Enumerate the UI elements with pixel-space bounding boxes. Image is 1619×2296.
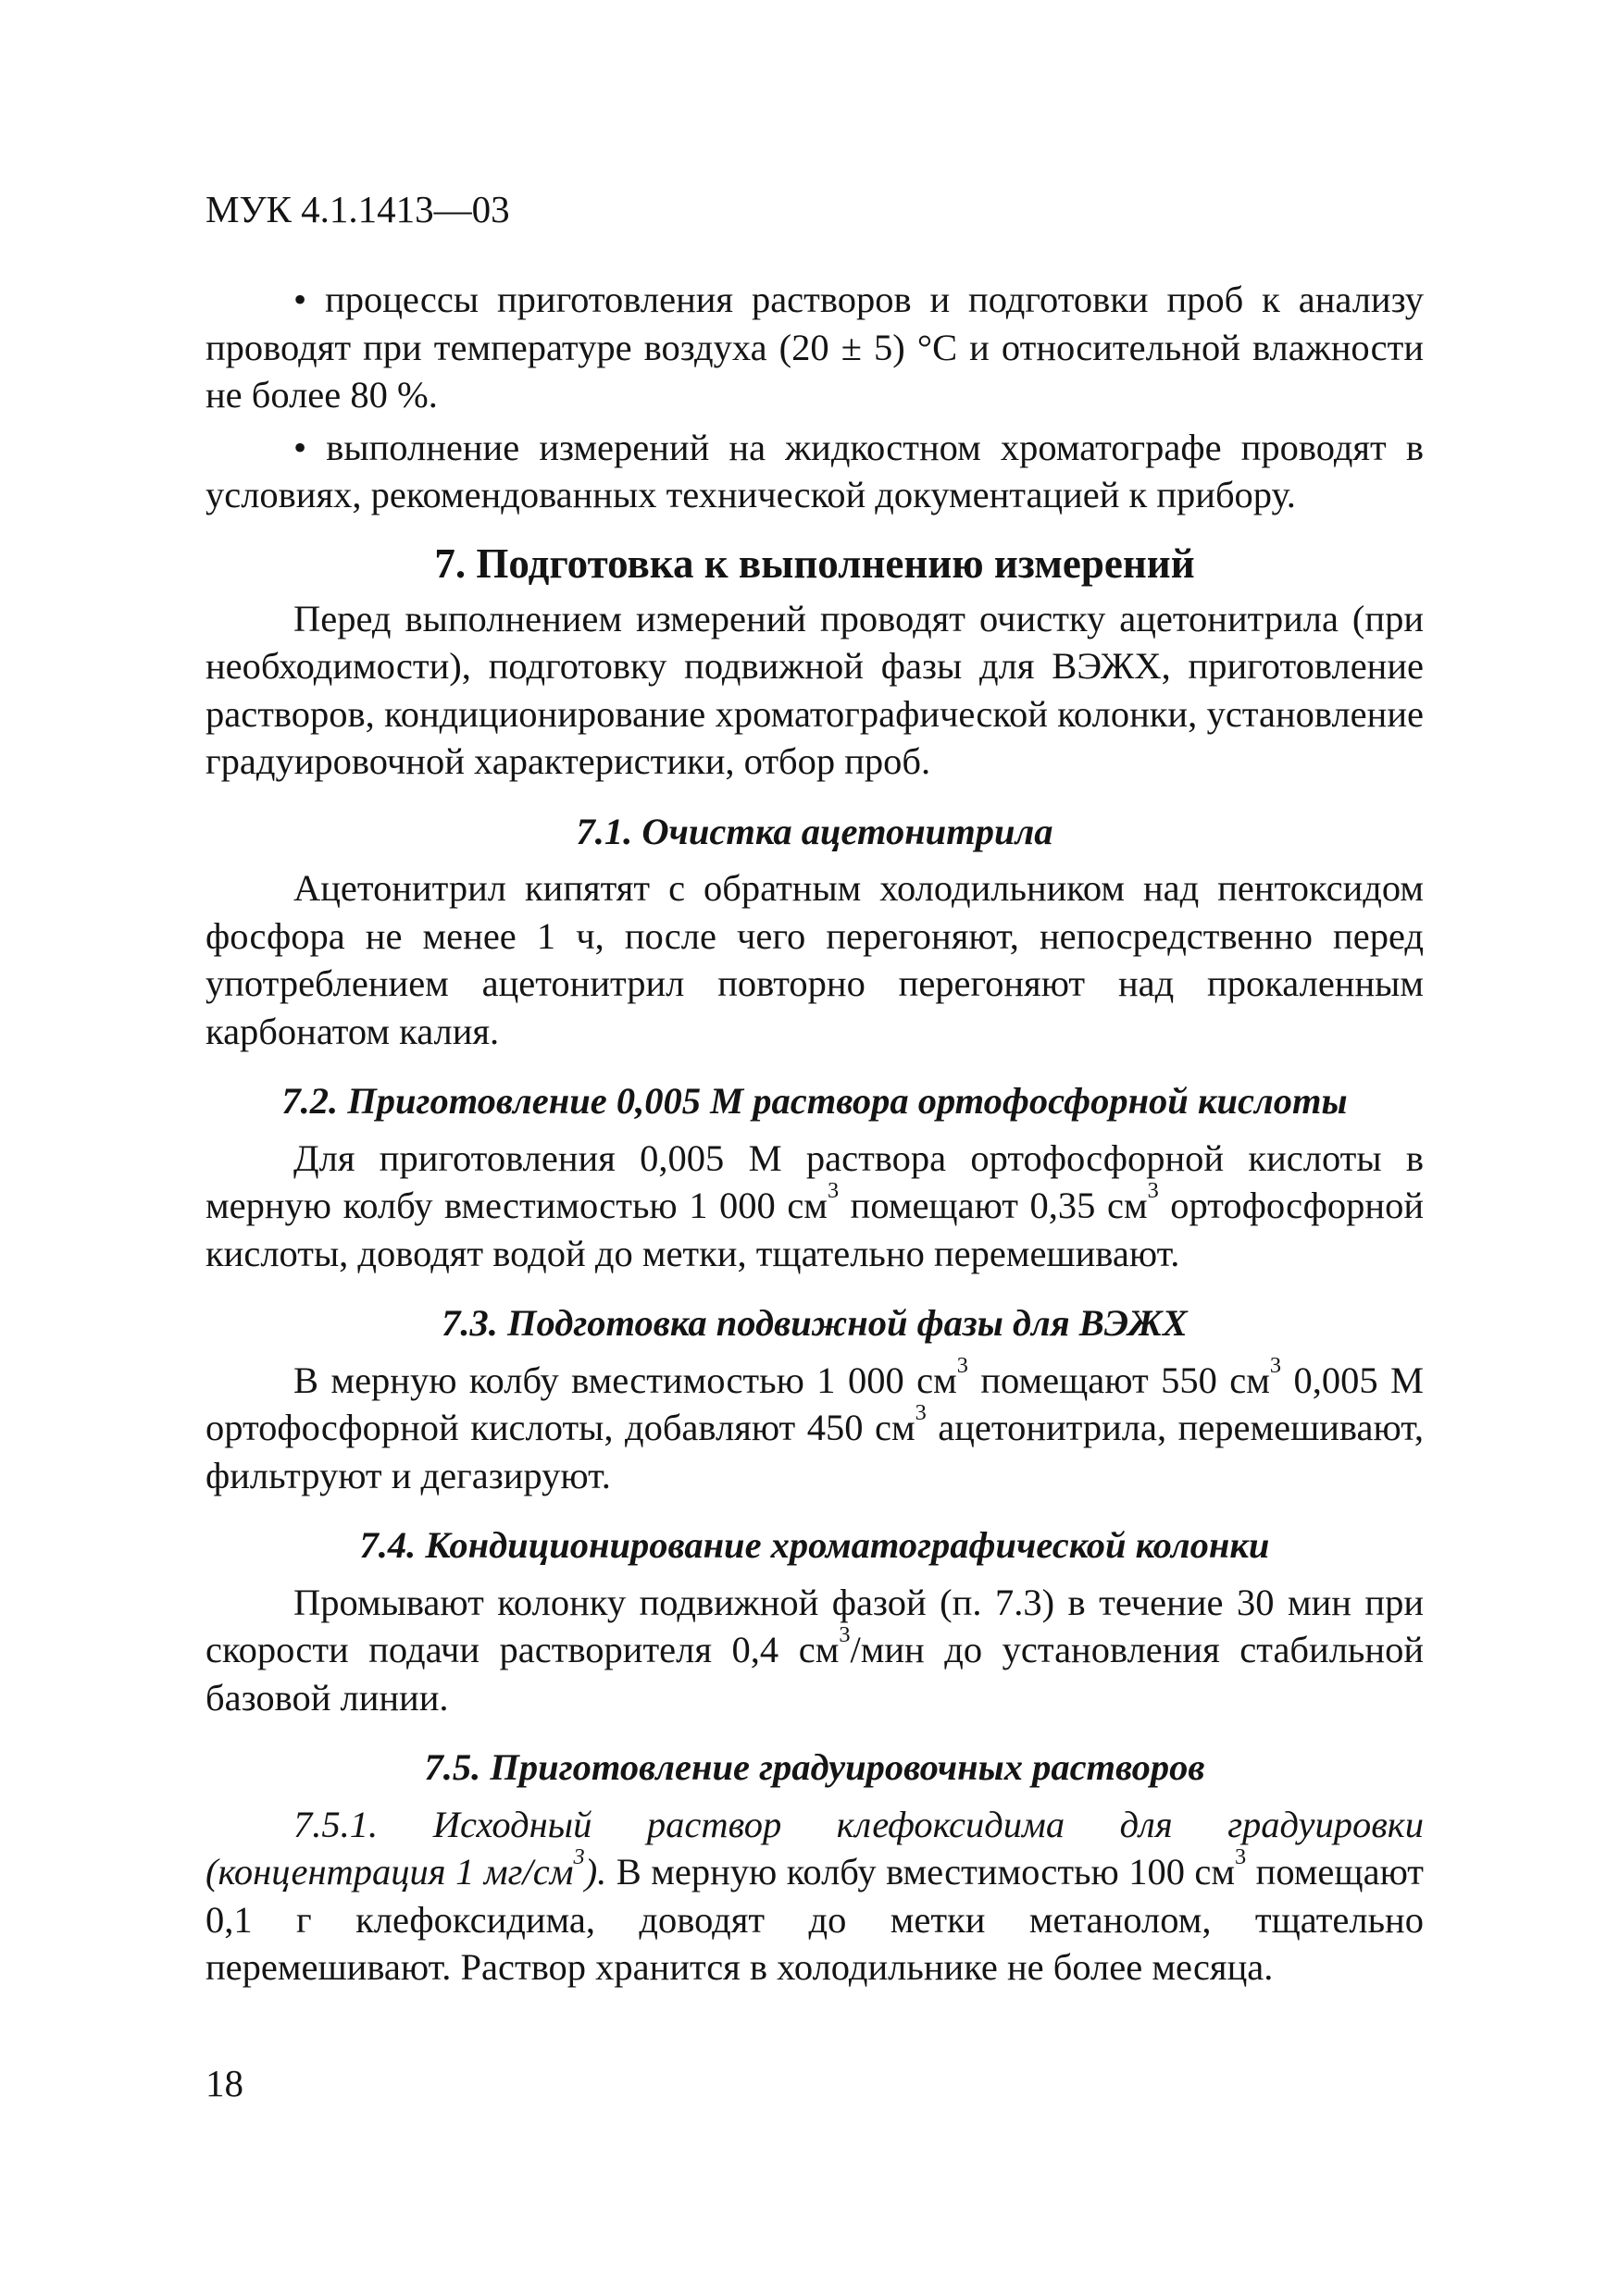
bullet-icon: • [293, 279, 307, 320]
bullet-text-1: процессы приготовления растворов и подготовки проб к анализу проводят при температуре воздуха (20 ± 5) °С и относительной влажности не более 80 %. [205, 279, 1424, 416]
subsection-7-2-heading: 7.2. Приготовление 0,005 М раствора ортофосфорной кислоты [281, 1080, 1348, 1122]
bullet-paragraph-2 [205, 424, 1424, 519]
subsection-7-2-text: Для приготовления 0,005 М раствора ортофосфорной кислоты в мерную колбу вместимостью 1 000 $см^3$ помещают 0,35 $см^3$ ортофосфорной кислоты, доводят водой до метки, тщательно перемешивают. [205, 1136, 1424, 1274]
subsection-7-4-heading: 7.4. Кондиционирование хроматографической колонки [359, 1524, 1270, 1566]
subsection-7-5-1-text: 7.5.1. Исходный раствор клефоксидима для градуировки (концентрация 1 $мг/см^3$). В мерную колбу вместимостью 100 $см^3$ помещают 0,1 г клефоксидима, доводят до метки метанолом, тщательно перемешивают. Раствор хранится в холодильнике не более месяца. [205, 1803, 1424, 1988]
paragraph-lead-italic: 7.5.1. Исходный раствор клефоксидима для градуировки (концентрация 1 $мг/см^3$). [205, 1803, 1424, 1893]
page-body [205, 276, 1424, 1992]
running-head: МУК 4.1.1413—03 [205, 188, 510, 230]
subsection-7-5-heading: 7.5. Приготовление градуировочных растворов [424, 1746, 1205, 1788]
page-number: 18 [205, 2062, 243, 2104]
bullet-paragraph-1 [205, 276, 1424, 419]
subsection-7-1-text: Ацетонитрил кипятят с обратным холодильником над пентоксидом фосфора не менее 1 ч, после чего перегоняют, непосредственно перед употреблением ацетонитрил повторно перегоняют над прокаленным карбонатом калия. [205, 867, 1424, 1052]
section-7-heading: 7. Подготовка к выполнению измерений [434, 540, 1195, 587]
bullet-text-2: выполнение измерений на жидкостном хроматографе проводят в условиях, рекомендованных технической документацией к прибору. [205, 426, 1424, 515]
bullet-icon: • [293, 426, 307, 468]
section-7-intro: Перед выполнением измерений проводят очистку ацетонитрила (при необходимости), подготовку подвижной фазы для ВЭЖХ, приготовление растворов, кондиционирование хроматографической колонки, установление градуировочной характеристики, отбор проб. [205, 597, 1424, 782]
subsection-7-4-text: Промывают колонку подвижной фазой (п. 7.3) в течение 30 мин при скорости подачи растворителя 0,4 $см^3$/мин до установления стабильной базовой линии. [205, 1581, 1424, 1719]
subsection-7-3-text: В мерную колбу вместимостью 1 000 $см^3$ помещают 550 $см^3$ 0,005 М ортофосфорной кислоты, добавляют 450 $см^3$ ацетонитрила, перемешивают, фильтруют и дегазируют. [205, 1352, 1424, 1496]
subsection-7-1-heading: 7.1. Очистка ацетонитрила [576, 810, 1053, 852]
subsection-7-3-heading: 7.3. Подготовка подвижной фазы для ВЭЖХ [442, 1302, 1188, 1344]
